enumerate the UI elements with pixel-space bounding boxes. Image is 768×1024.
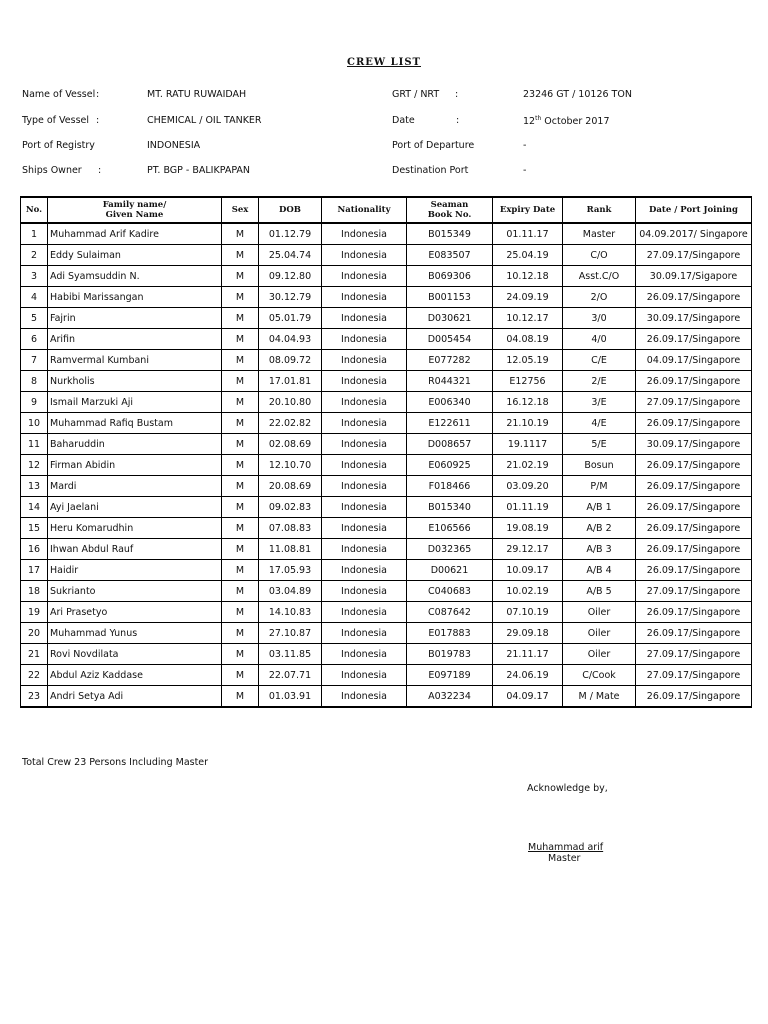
owner-value: PT. BGP - BALIKPAPAN	[147, 165, 251, 176]
cell-dob: 22.02.82	[259, 413, 322, 434]
header-name: Family name/ Given Name	[48, 197, 222, 223]
cell-rank: A/B 5	[563, 581, 636, 602]
cell-sex: M	[222, 287, 259, 308]
cell-dob: 22.07.71	[259, 665, 322, 686]
cell-rank: C/E	[563, 350, 636, 371]
cell-nationality: Indonesia	[322, 476, 407, 497]
cell-nationality: Indonesia	[322, 245, 407, 266]
cell-nationality: Indonesia	[322, 371, 407, 392]
table-row	[21, 686, 752, 708]
departure-value: -	[523, 140, 527, 151]
owner-label: Ships Owner	[22, 165, 82, 176]
vessel-name-label: Name of Vessel	[22, 89, 96, 100]
cell-sex: M	[222, 665, 259, 686]
cell-expiry: 10.02.19	[493, 581, 563, 602]
cell-no: 7	[21, 350, 48, 371]
table-row	[21, 581, 752, 602]
cell-joining: 27.09.17/Singapore	[636, 245, 752, 266]
cell-seaman-book: R044321	[407, 371, 493, 392]
cell-seaman-book: B019783	[407, 644, 493, 665]
cell-joining: 26.09.17/Singapore	[636, 602, 752, 623]
cell-dob: 03.11.85	[259, 644, 322, 665]
cell-name: Haidir	[48, 560, 222, 581]
cell-seaman-book: B015349	[407, 223, 493, 245]
cell-joining: 26.09.17/Singapore	[636, 686, 752, 708]
table-row	[21, 266, 752, 287]
cell-nationality: Indonesia	[322, 665, 407, 686]
cell-sex: M	[222, 371, 259, 392]
cell-nationality: Indonesia	[322, 392, 407, 413]
header-expiry: Expiry Date	[493, 197, 563, 223]
cell-name: Heru Komarudhin	[48, 518, 222, 539]
cell-joining: 26.09.17/Singapore	[636, 329, 752, 350]
cell-no: 15	[21, 518, 48, 539]
table-header-row	[21, 197, 752, 223]
cell-joining: 27.09.17/Singapore	[636, 392, 752, 413]
cell-expiry: 03.09.20	[493, 476, 563, 497]
cell-expiry: 25.04.19	[493, 245, 563, 266]
cell-name: Firman Abidin	[48, 455, 222, 476]
cell-rank: P/M	[563, 476, 636, 497]
cell-joining: 30.09.17/Singapore	[636, 308, 752, 329]
cell-seaman-book: E060925	[407, 455, 493, 476]
cell-expiry: 01.11.17	[493, 223, 563, 245]
cell-name: Adi Syamsuddin N.	[48, 266, 222, 287]
cell-no: 8	[21, 371, 48, 392]
cell-nationality: Indonesia	[322, 413, 407, 434]
cell-expiry: 10.12.18	[493, 266, 563, 287]
cell-expiry: 29.12.17	[493, 539, 563, 560]
signatory-name: Muhammad arif	[528, 842, 604, 853]
cell-joining: 26.09.17/Singapore	[636, 455, 752, 476]
cell-joining: 27.09.17/Singapore	[636, 644, 752, 665]
header-rank: Rank	[563, 197, 636, 223]
cell-seaman-book: B069306	[407, 266, 493, 287]
cell-sex: M	[222, 623, 259, 644]
cell-name: Sukrianto	[48, 581, 222, 602]
cell-expiry: 04.09.17	[493, 686, 563, 708]
cell-no: 18	[21, 581, 48, 602]
cell-joining: 30.09.17/Singapore	[636, 434, 752, 455]
cell-name: Arifin	[48, 329, 222, 350]
cell-no: 13	[21, 476, 48, 497]
cell-nationality: Indonesia	[322, 686, 407, 708]
departure-label: Port of Departure	[392, 140, 475, 151]
table-row	[21, 434, 752, 455]
cell-expiry: 19.1117	[493, 434, 563, 455]
table-row	[21, 602, 752, 623]
cell-expiry: 07.10.19	[493, 602, 563, 623]
cell-seaman-book: E083507	[407, 245, 493, 266]
date-label: Date	[392, 115, 415, 126]
cell-joining: 27.09.17/Singapore	[636, 581, 752, 602]
cell-dob: 25.04.74	[259, 245, 322, 266]
cell-seaman-book: B001153	[407, 287, 493, 308]
cell-name: Fajrin	[48, 308, 222, 329]
cell-name: Habibi Marissangan	[48, 287, 222, 308]
table-row	[21, 308, 752, 329]
header-dob: DOB	[259, 197, 322, 223]
cell-joining: 04.09.17/Singapore	[636, 350, 752, 371]
cell-name: Muhammad Rafiq Bustam	[48, 413, 222, 434]
destination-label: Destination Port	[392, 165, 469, 176]
cell-name: Eddy Sulaiman	[48, 245, 222, 266]
cell-no: 2	[21, 245, 48, 266]
cell-no: 23	[21, 686, 48, 708]
cell-dob: 11.08.81	[259, 539, 322, 560]
cell-joining: 26.09.17/Singapore	[636, 497, 752, 518]
cell-no: 17	[21, 560, 48, 581]
cell-seaman-book: A032234	[407, 686, 493, 708]
cell-name: Muhammad Arif Kadire	[48, 223, 222, 245]
cell-dob: 01.03.91	[259, 686, 322, 708]
cell-sex: M	[222, 497, 259, 518]
cell-sex: M	[222, 602, 259, 623]
cell-expiry: 21.02.19	[493, 455, 563, 476]
table-row	[21, 350, 752, 371]
table-row	[21, 560, 752, 581]
colon: :	[455, 89, 459, 100]
cell-rank: 4/E	[563, 413, 636, 434]
cell-joining: 26.09.17/Singapore	[636, 518, 752, 539]
header-seaman-book: Seaman Book No.	[407, 197, 493, 223]
cell-rank: 3/0	[563, 308, 636, 329]
cell-joining: 26.09.17/Singapore	[636, 476, 752, 497]
table-row	[21, 223, 752, 245]
cell-joining: 26.09.17/Singapore	[636, 560, 752, 581]
colon: :	[96, 115, 100, 126]
cell-seaman-book: E017883	[407, 623, 493, 644]
cell-rank: 2/E	[563, 371, 636, 392]
cell-nationality: Indonesia	[322, 287, 407, 308]
cell-dob: 04.04.93	[259, 329, 322, 350]
cell-dob: 17.01.81	[259, 371, 322, 392]
cell-nationality: Indonesia	[322, 581, 407, 602]
table-row	[21, 245, 752, 266]
cell-dob: 12.10.70	[259, 455, 322, 476]
cell-nationality: Indonesia	[322, 623, 407, 644]
cell-no: 3	[21, 266, 48, 287]
cell-rank: A/B 4	[563, 560, 636, 581]
document-title: CREW LIST	[347, 57, 421, 68]
cell-no: 19	[21, 602, 48, 623]
cell-expiry: 01.11.19	[493, 497, 563, 518]
signatory-title: Master	[548, 853, 581, 864]
grt-value: 23246 GT / 10126 TON	[523, 89, 632, 100]
cell-rank: A/B 3	[563, 539, 636, 560]
cell-sex: M	[222, 455, 259, 476]
cell-rank: Oiler	[563, 623, 636, 644]
cell-seaman-book: E106566	[407, 518, 493, 539]
cell-joining: 26.09.17/Singapore	[636, 623, 752, 644]
cell-dob: 17.05.93	[259, 560, 322, 581]
crew-table	[20, 196, 752, 708]
cell-nationality: Indonesia	[322, 223, 407, 245]
cell-seaman-book: D005454	[407, 329, 493, 350]
cell-joining: 26.09.17/Singapore	[636, 287, 752, 308]
cell-dob: 05.01.79	[259, 308, 322, 329]
cell-no: 5	[21, 308, 48, 329]
table-row	[21, 623, 752, 644]
cell-dob: 14.10.83	[259, 602, 322, 623]
vessel-type-label: Type of Vessel	[22, 115, 90, 126]
cell-sex: M	[222, 560, 259, 581]
cell-seaman-book: E097189	[407, 665, 493, 686]
cell-nationality: Indonesia	[322, 308, 407, 329]
cell-name: Ismail Marzuki Aji	[48, 392, 222, 413]
cell-nationality: Indonesia	[322, 434, 407, 455]
table-row	[21, 455, 752, 476]
cell-expiry: 12.05.19	[493, 350, 563, 371]
table-row	[21, 476, 752, 497]
cell-no: 14	[21, 497, 48, 518]
cell-joining: 27.09.17/Singapore	[636, 665, 752, 686]
table-row	[21, 497, 752, 518]
table-row	[21, 329, 752, 350]
cell-name: Muhammad Yunus	[48, 623, 222, 644]
cell-rank: Asst.C/O	[563, 266, 636, 287]
cell-sex: M	[222, 413, 259, 434]
cell-rank: Bosun	[563, 455, 636, 476]
date-value: 12th October 2017	[523, 115, 610, 128]
cell-sex: M	[222, 581, 259, 602]
cell-dob: 01.12.79	[259, 223, 322, 245]
table-row	[21, 371, 752, 392]
cell-rank: Oiler	[563, 644, 636, 665]
cell-name: Mardi	[48, 476, 222, 497]
cell-joining: 26.09.17/Singapore	[636, 371, 752, 392]
table-row	[21, 287, 752, 308]
cell-dob: 09.02.83	[259, 497, 322, 518]
cell-sex: M	[222, 223, 259, 245]
cell-dob: 20.08.69	[259, 476, 322, 497]
cell-name: Ihwan Abdul Rauf	[48, 539, 222, 560]
cell-expiry: 21.11.17	[493, 644, 563, 665]
cell-rank: A/B 1	[563, 497, 636, 518]
cell-sex: M	[222, 245, 259, 266]
cell-name: Baharuddin	[48, 434, 222, 455]
table-row	[21, 644, 752, 665]
cell-rank: C/O	[563, 245, 636, 266]
cell-nationality: Indonesia	[322, 644, 407, 665]
cell-no: 6	[21, 329, 48, 350]
cell-dob: 07.08.83	[259, 518, 322, 539]
vessel-type-value: CHEMICAL / OIL TANKER	[147, 115, 262, 126]
cell-expiry: 24.09.19	[493, 287, 563, 308]
cell-joining: 04.09.2017/ Singapore	[636, 223, 752, 245]
cell-sex: M	[222, 308, 259, 329]
cell-no: 1	[21, 223, 48, 245]
cell-no: 16	[21, 539, 48, 560]
cell-seaman-book: E006340	[407, 392, 493, 413]
cell-nationality: Indonesia	[322, 602, 407, 623]
table-row	[21, 392, 752, 413]
cell-name: Nurkholis	[48, 371, 222, 392]
cell-seaman-book: D00621	[407, 560, 493, 581]
colon: :	[96, 89, 100, 100]
cell-sex: M	[222, 434, 259, 455]
cell-rank: 5/E	[563, 434, 636, 455]
cell-no: 20	[21, 623, 48, 644]
cell-rank: Master	[563, 223, 636, 245]
cell-name: Ari Prasetyo	[48, 602, 222, 623]
header-nationality: Nationality	[322, 197, 407, 223]
cell-seaman-book: F018466	[407, 476, 493, 497]
cell-name: Rovi Novdilata	[48, 644, 222, 665]
acknowledge-text: Acknowledge by,	[527, 783, 608, 794]
cell-joining: 30.09.17/Sigapore	[636, 266, 752, 287]
cell-seaman-book: B015340	[407, 497, 493, 518]
cell-name: Andri Setya Adi	[48, 686, 222, 708]
cell-sex: M	[222, 392, 259, 413]
cell-expiry: 24.06.19	[493, 665, 563, 686]
cell-sex: M	[222, 476, 259, 497]
cell-rank: 4/0	[563, 329, 636, 350]
cell-expiry: 16.12.18	[493, 392, 563, 413]
cell-rank: M / Mate	[563, 686, 636, 708]
cell-name: Ramvermal Kumbani	[48, 350, 222, 371]
cell-dob: 08.09.72	[259, 350, 322, 371]
table-row	[21, 665, 752, 686]
cell-no: 11	[21, 434, 48, 455]
cell-rank: 3/E	[563, 392, 636, 413]
cell-rank: Oiler	[563, 602, 636, 623]
cell-nationality: Indonesia	[322, 539, 407, 560]
cell-no: 4	[21, 287, 48, 308]
table-row	[21, 413, 752, 434]
cell-sex: M	[222, 350, 259, 371]
cell-dob: 27.10.87	[259, 623, 322, 644]
grt-label: GRT / NRT	[392, 89, 440, 100]
header-no: No.	[21, 197, 48, 223]
cell-dob: 30.12.79	[259, 287, 322, 308]
cell-nationality: Indonesia	[322, 350, 407, 371]
table-row	[21, 539, 752, 560]
cell-nationality: Indonesia	[322, 455, 407, 476]
cell-expiry: 04.08.19	[493, 329, 563, 350]
cell-seaman-book: D032365	[407, 539, 493, 560]
cell-sex: M	[222, 539, 259, 560]
colon: :	[98, 165, 102, 176]
cell-expiry: 19.08.19	[493, 518, 563, 539]
header-joining: Date / Port Joining	[636, 197, 752, 223]
cell-rank: 2/O	[563, 287, 636, 308]
cell-seaman-book: D030621	[407, 308, 493, 329]
cell-sex: M	[222, 686, 259, 708]
cell-joining: 26.09.17/Singapore	[636, 413, 752, 434]
cell-expiry: E12756	[493, 371, 563, 392]
cell-nationality: Indonesia	[322, 518, 407, 539]
registry-value: INDONESIA	[147, 140, 201, 151]
cell-sex: M	[222, 266, 259, 287]
cell-expiry: 10.09.17	[493, 560, 563, 581]
registry-label: Port of Registry	[22, 140, 95, 151]
cell-dob: 20.10.80	[259, 392, 322, 413]
cell-expiry: 29.09.18	[493, 623, 563, 644]
cell-sex: M	[222, 329, 259, 350]
cell-nationality: Indonesia	[322, 497, 407, 518]
cell-dob: 09.12.80	[259, 266, 322, 287]
cell-no: 12	[21, 455, 48, 476]
cell-dob: 02.08.69	[259, 434, 322, 455]
cell-seaman-book: C040683	[407, 581, 493, 602]
cell-seaman-book: E077282	[407, 350, 493, 371]
colon: :	[456, 115, 460, 126]
cell-no: 9	[21, 392, 48, 413]
cell-seaman-book: C087642	[407, 602, 493, 623]
cell-sex: M	[222, 518, 259, 539]
cell-dob: 03.04.89	[259, 581, 322, 602]
cell-rank: C/Cook	[563, 665, 636, 686]
header-sex: Sex	[222, 197, 259, 223]
cell-expiry: 10.12.17	[493, 308, 563, 329]
cell-nationality: Indonesia	[322, 266, 407, 287]
cell-nationality: Indonesia	[322, 560, 407, 581]
cell-no: 21	[21, 644, 48, 665]
cell-name: Abdul Aziz Kaddase	[48, 665, 222, 686]
cell-no: 10	[21, 413, 48, 434]
cell-seaman-book: D008657	[407, 434, 493, 455]
destination-value: -	[523, 165, 527, 176]
cell-nationality: Indonesia	[322, 329, 407, 350]
total-crew-text: Total Crew 23 Persons Including Master	[22, 757, 209, 768]
cell-no: 22	[21, 665, 48, 686]
cell-name: Ayi Jaelani	[48, 497, 222, 518]
cell-expiry: 21.10.19	[493, 413, 563, 434]
vessel-name-value: MT. RATU RUWAIDAH	[147, 89, 247, 100]
table-row	[21, 518, 752, 539]
cell-joining: 26.09.17/Singapore	[636, 539, 752, 560]
cell-sex: M	[222, 644, 259, 665]
cell-seaman-book: E122611	[407, 413, 493, 434]
cell-rank: A/B 2	[563, 518, 636, 539]
